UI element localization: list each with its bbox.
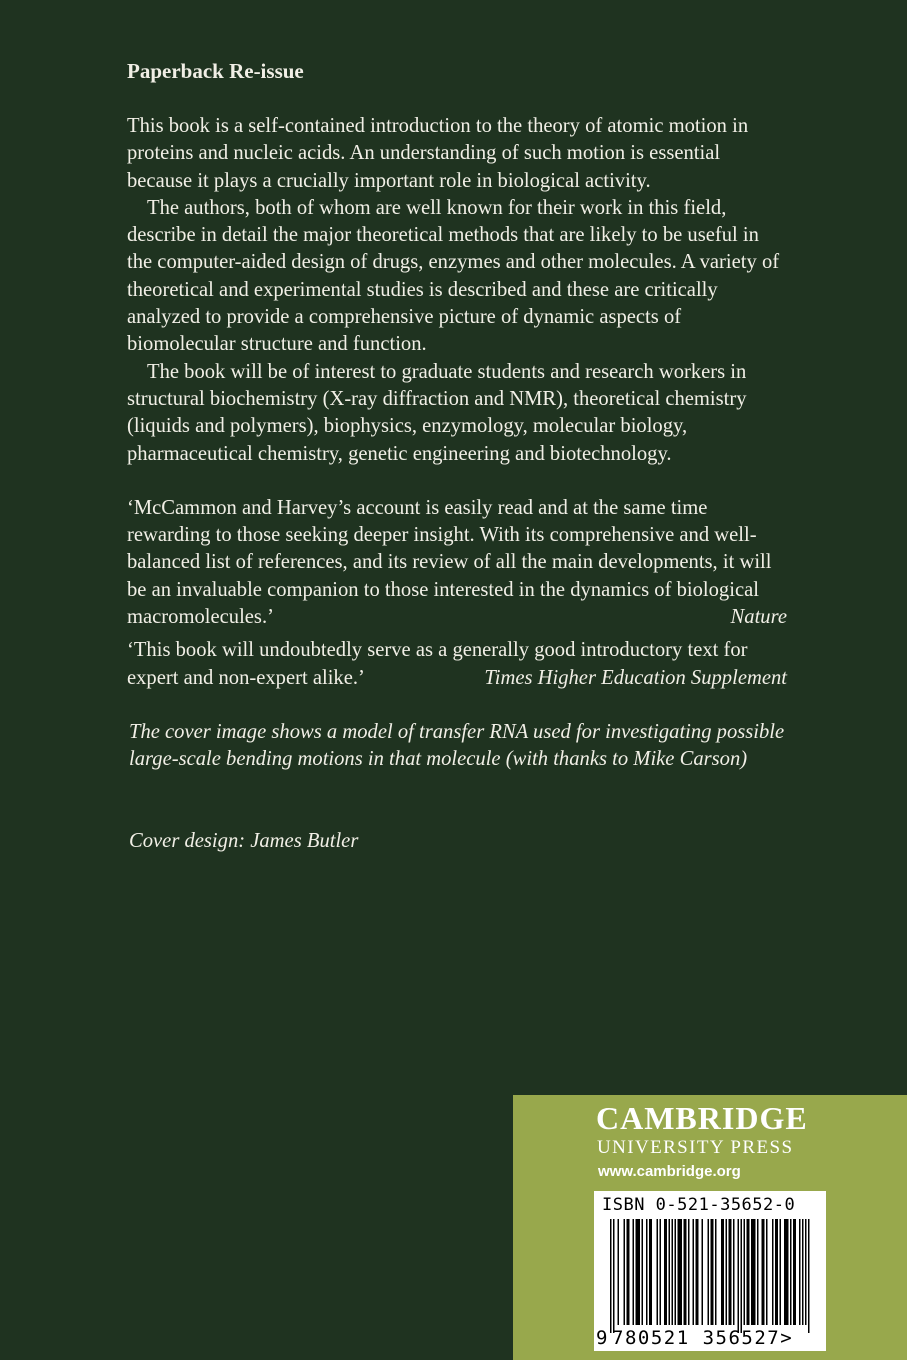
- back-cover-text: [127, 58, 787, 855]
- review-source: Nature: [730, 606, 787, 629]
- review-quote: [127, 637, 787, 692]
- description-paragraph-1: This book is a self-contained introduction to the theory of atomic motion in proteins and nucleic acids. An understanding of such motion is essential because it plays a crucially important role in biological activity.: [127, 115, 749, 192]
- description-paragraph-3: The book will be of interest to graduate students and research workers in structural biochemistry (X-ray diffraction and NMR), theoretical chemistry (liquids and polymers), biophysics, enzymology, molecular biology, pharmaceutical chemistry, genetic engineering and biotechnology.: [127, 360, 747, 465]
- review-text: ‘This book will undoubtedly serve as a generally good introductory text for expert and non-expert alike.’: [127, 639, 748, 689]
- publisher-subtitle: UNIVERSITY PRESS: [597, 1137, 794, 1158]
- isbn-label: ISBN 0-521-35652-0: [602, 1195, 796, 1215]
- reissue-heading: Paperback Re-issue: [127, 59, 304, 83]
- publisher-name: CAMBRIDGE: [596, 1100, 808, 1136]
- review-quote: [127, 495, 787, 631]
- barcode-number: 780521 356527>: [612, 1327, 794, 1349]
- publisher-panel: [513, 1095, 907, 1360]
- review-text: ‘McCammon and Harvey’s account is easily read and at the same time rewarding to those seeking deeper insight. With its comprehensive and well-balanced list of references, and its review of all the main developments, it will be an invaluable companion to those interested in the dynamics of biological macromolecules.’: [127, 496, 772, 629]
- publisher-url: www.cambridge.org: [598, 1163, 741, 1180]
- cover-image-caption: The cover image shows a model of transfer RNA used for investigating possible large-scale bending motions in that molecule (with thanks to Mike Carson): [129, 720, 785, 771]
- reviews: [127, 495, 787, 692]
- cover-design-credit: Cover design: James Butler: [129, 829, 359, 852]
- barcode-end-mark: >: [780, 1327, 794, 1349]
- description-paragraph-2: The authors, both of whom are well known for their work in this field, describe in detail the major theoretical methods that are likely to be useful in the computer-aided design of drugs, enzymes and other molecules. A variety of theoretical and experimental studies is described and these are critically analyzed to provide a comprehensive picture of dynamic aspects of biomolecular structure and function.: [127, 196, 780, 356]
- review-source: Times Higher Education Supplement: [484, 666, 787, 689]
- isbn-barcode: [594, 1191, 826, 1351]
- barcode-first-digit: 9: [596, 1327, 608, 1349]
